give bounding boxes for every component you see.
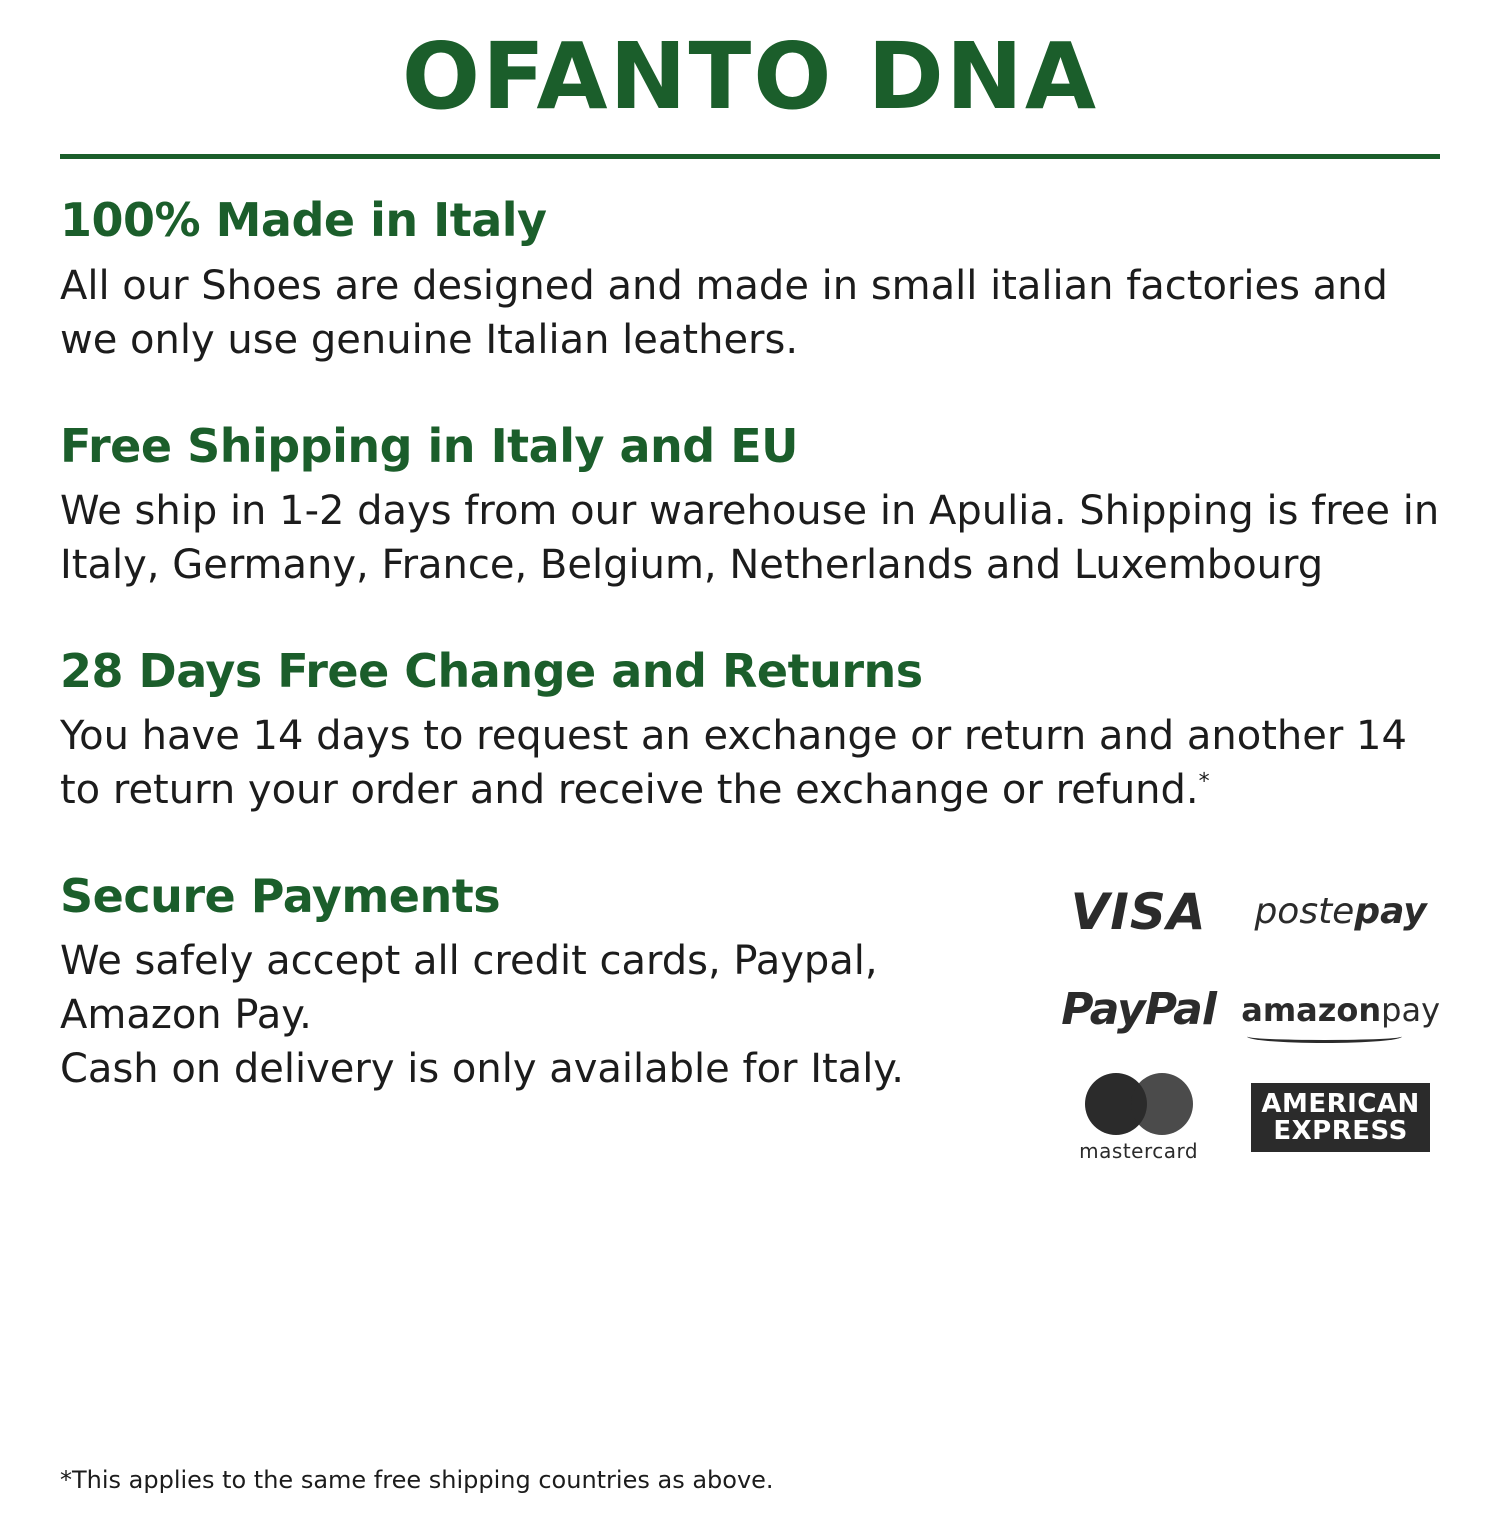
section-heading-secure-payments: Secure Payments <box>60 868 501 923</box>
section-body-secure-payments: We safely accept all credit cards, Paypal, Amazon Pay. <box>60 938 878 1039</box>
visa-icon: VISA <box>1070 882 1207 941</box>
amazon-smile-icon <box>1247 1030 1402 1043</box>
amazon-label-bold: amazon <box>1241 990 1382 1029</box>
title-divider <box>60 154 1440 159</box>
postepay-label-bold: pay <box>1354 891 1427 933</box>
section-body-made-in-italy: All our Shoes are designed and made in small italian factories and we only use genuine Italian leathers. <box>60 262 1388 363</box>
amazon-label-light: pay <box>1381 990 1440 1029</box>
returns-footnote-marker: * <box>1198 769 1210 795</box>
mastercard-label: mastercard <box>1079 1138 1199 1163</box>
cash-on-delivery-note: Cash on delivery is only available for Italy. <box>60 1046 904 1093</box>
section-free-shipping <box>60 419 1440 592</box>
mastercard-icon <box>1079 1073 1198 1163</box>
section-heading-returns: 28 Days Free Change and Returns <box>60 643 923 698</box>
payment-logos-group <box>1050 877 1440 1163</box>
payments-row <box>60 869 1440 1163</box>
postepay-icon <box>1254 877 1426 947</box>
section-body-returns <box>60 709 1440 817</box>
page-footnote: *This applies to the same free shipping countries as above. <box>60 1466 774 1494</box>
postepay-label-light: poste <box>1254 891 1355 933</box>
amazon-pay-icon <box>1241 975 1440 1045</box>
section-made-in-italy <box>60 193 1440 366</box>
paypal-icon: PayPal <box>1061 984 1216 1036</box>
page-title: OFANTO DNA <box>401 23 1099 130</box>
ofanto-dna-info-page <box>0 22 1500 1522</box>
payments-text-block <box>60 869 960 1096</box>
section-heading-free-shipping: Free Shipping in Italy and EU <box>60 418 798 473</box>
section-secure-payments <box>60 869 1440 1163</box>
american-express-icon <box>1251 1083 1429 1152</box>
section-returns <box>60 644 1440 817</box>
amex-line-1: AMERICAN <box>1261 1089 1420 1120</box>
section-body-free-shipping: We ship in 1-2 days from our warehouse in Apulia. Shipping is free in Italy, Germany, France, Belgium, Netherlands and Luxembourg <box>60 487 1440 588</box>
amex-line-2: EXPRESS <box>1273 1115 1408 1146</box>
mastercard-circles-icon <box>1085 1073 1193 1133</box>
section-heading-made-in-italy: 100% Made in Italy <box>60 193 547 248</box>
section-body-returns-text: You have 14 days to request an exchange or return and another 14 to return your order and receive the exchange or refund. <box>60 712 1407 813</box>
